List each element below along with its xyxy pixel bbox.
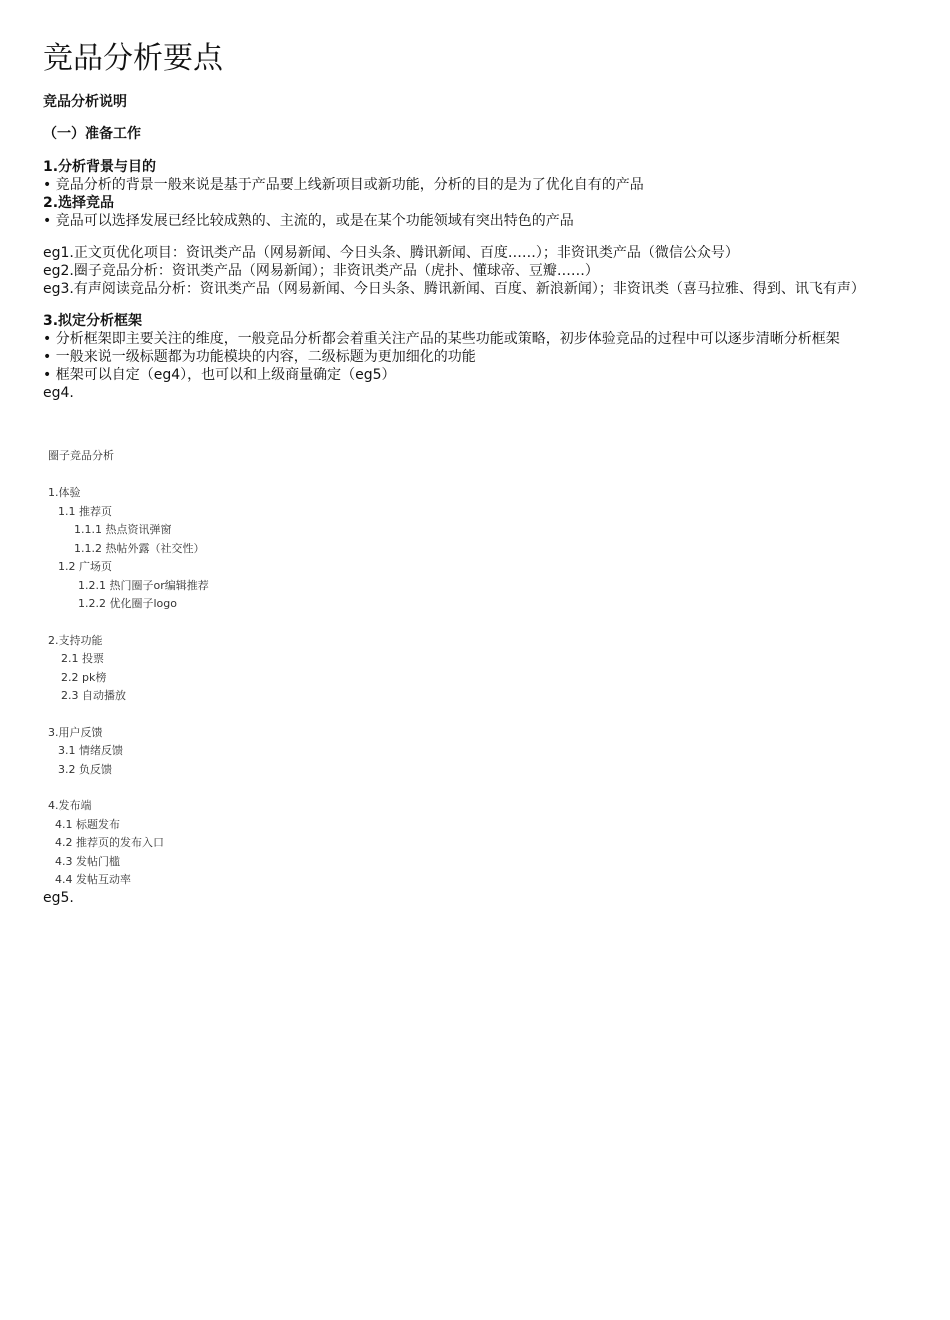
outline-item: 1.2 广场页 bbox=[58, 560, 112, 573]
example-eg2: eg2.圈子竞品分析：资讯类产品（网易新闻）；非资讯类产品（虎扑、懂球帝、豆瓣……） bbox=[43, 263, 599, 279]
example-eg3: eg3.有声阅读竞品分析：资讯类产品（网易新闻、今日头条、腾讯新闻、百度、新浪新闻）；非资讯类（喜马拉雅、得到、讯飞有声） bbox=[43, 281, 865, 297]
paragraph-framework-custom: • 框架可以自定（eg4），也可以和上级商量确定（eg5） bbox=[43, 367, 396, 383]
outline-item: 2.1 投票 bbox=[61, 652, 104, 665]
outline-item: 4.4 发帖互动率 bbox=[55, 873, 131, 886]
eg4-outline-image bbox=[48, 446, 288, 890]
outline-item: 4.3 发帖门槛 bbox=[55, 854, 120, 868]
outline-item: 4.2 推荐页的发布入口 bbox=[55, 836, 164, 849]
outline-item: 3.2 负反馈 bbox=[58, 762, 112, 776]
heading-background-purpose: 1.分析背景与目的 bbox=[43, 159, 157, 175]
outline-item: 1.1.2 热帖外露（社交性） bbox=[74, 541, 205, 555]
heading-analysis-framework: 3.拟定分析框架 bbox=[43, 313, 143, 329]
paragraph-background-purpose: • 竞品分析的背景一般来说是基于产品要上线新项目或新功能，分析的目的是为了优化自有的产品 bbox=[43, 177, 644, 193]
outline-title: 圈子竞品分析 bbox=[48, 449, 114, 462]
document-title: 竞品分析要点 bbox=[43, 41, 223, 76]
outline-item: 2.2 pk榜 bbox=[61, 670, 107, 684]
document-subtitle: 竞品分析说明 bbox=[43, 94, 127, 110]
example-eg1: eg1.正文页优化项目：资讯类产品（网易新闻、今日头条、腾讯新闻、百度……）；非资讯类产品（微信公众号） bbox=[43, 245, 739, 261]
eg5-label: eg5. bbox=[43, 890, 74, 906]
outline-item: 1.体验 bbox=[48, 486, 81, 499]
outline-item: 4.发布端 bbox=[48, 799, 92, 812]
section-heading: （一）准备工作 bbox=[43, 126, 141, 142]
outline-item: 2.3 自动播放 bbox=[61, 689, 126, 702]
outline-item: 1.2.2 优化圈子logo bbox=[78, 597, 177, 610]
outline-item: 4.1 标题发布 bbox=[55, 817, 120, 831]
paragraph-select-competitors: • 竞品可以选择发展已经比较成熟的、主流的，或是在某个功能领域有突出特色的产品 bbox=[43, 213, 574, 229]
outline-item: 1.1 推荐页 bbox=[58, 504, 112, 518]
heading-select-competitors: 2.选择竞品 bbox=[43, 195, 115, 211]
paragraph-framework-dimensions: • 分析框架即主要关注的维度，一般竞品分析都会着重关注产品的某些功能或策略，初步体验竞品的过程中可以逐步清晰分析框架 bbox=[43, 331, 840, 347]
outline-item: 1.1.1 热点资讯弹窗 bbox=[74, 523, 172, 536]
paragraph-framework-levels: • 一般来说一级标题都为功能模块的内容，二级标题为更加细化的功能 bbox=[43, 349, 476, 365]
outline-item: 2.支持功能 bbox=[48, 633, 103, 647]
document-body bbox=[43, 38, 883, 402]
outline-item: 3.用户反馈 bbox=[48, 725, 103, 739]
outline-item: 1.2.1 热门圈子or编辑推荐 bbox=[78, 578, 209, 592]
eg4-label: eg4. bbox=[43, 385, 74, 401]
outline-item: 3.1 情绪反馈 bbox=[58, 744, 123, 757]
